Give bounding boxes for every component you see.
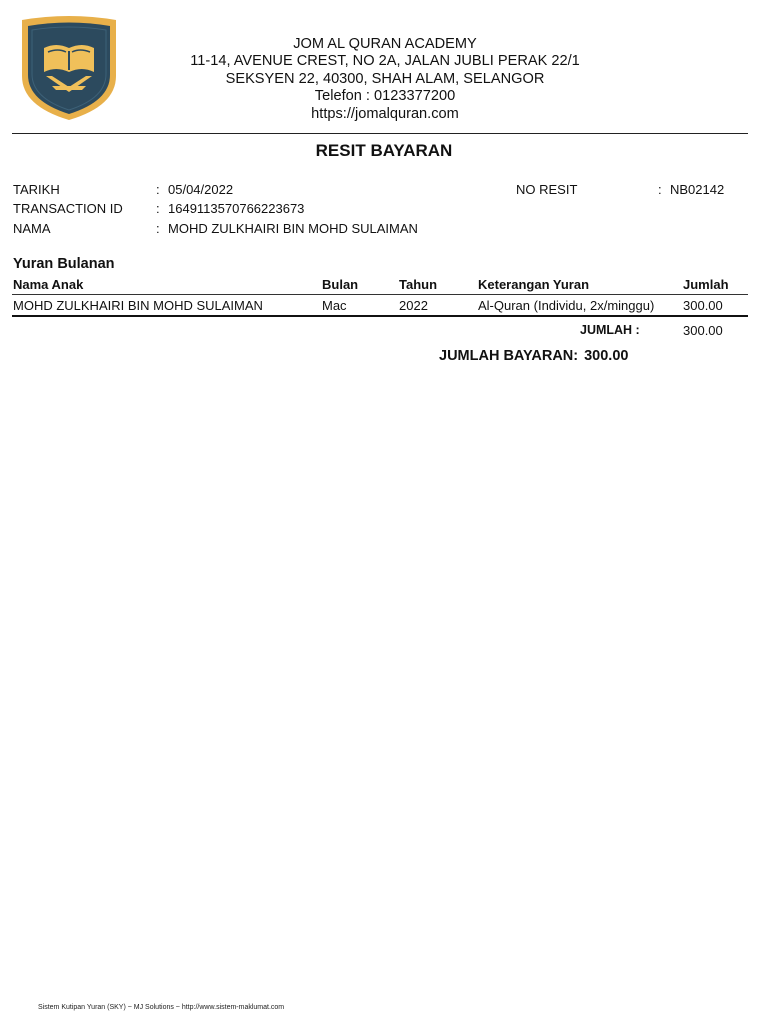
date-value: 05/04/2022 (168, 182, 234, 197)
header-divider (12, 133, 748, 134)
transaction-id-label: TRANSACTION ID (13, 201, 123, 216)
address-line-1: 11-14, AVENUE CREST, NO 2A, JALAN JUBLI PERAK 22/1 (190, 53, 580, 70)
receipt-title: RESIT BAYARAN (315, 141, 453, 160)
col-header-child-name: Nama Anak (13, 277, 84, 292)
receipt-no-colon: : (658, 182, 662, 197)
table-header-divider (12, 294, 748, 295)
cell-amount: 300.00 (683, 298, 723, 313)
name-label: NAMA (13, 221, 51, 236)
phone-line: Telefon : 0123377200 (314, 88, 456, 105)
col-header-year: Tahun (399, 277, 438, 292)
name-colon: : (156, 221, 160, 236)
cell-child-name: MOHD ZULKHAIRI BIN MOHD SULAIMAN (13, 298, 263, 313)
grand-total-value: 300.00 (584, 348, 629, 364)
transaction-id-colon: : (156, 201, 160, 216)
col-header-description: Keterangan Yuran (478, 277, 590, 292)
academy-logo-icon (16, 14, 122, 124)
grand-total-label: JUMLAH BAYARAN: (439, 348, 579, 364)
website-link[interactable]: https://jomalquran.com (311, 105, 459, 122)
organisation-header (120, 36, 650, 123)
date-label: TARIKH (13, 182, 60, 197)
address-line-2: SEKSYEN 22, 40300, SHAH ALAM, SELANGOR (225, 70, 545, 87)
name-value: MOHD ZULKHAIRI BIN MOHD SULAIMAN (168, 221, 418, 236)
receipt-no-value: NB02142 (670, 182, 725, 197)
table-row-divider (12, 315, 748, 317)
footer-credit: Sistem Kutipan Yuran (SKY) ~ MJ Solutions ~ http://www.sistem-maklumat.com (38, 1004, 285, 1011)
cell-month: Mac (322, 298, 347, 313)
col-header-month: Bulan (322, 277, 359, 292)
cell-year: 2022 (399, 298, 428, 313)
transaction-id-value: 1649113570766223673 (168, 201, 305, 216)
grand-total (439, 348, 628, 364)
org-name: JOM AL QURAN ACADEMY (293, 36, 477, 52)
total-label: JUMLAH : (580, 323, 640, 337)
receipt-no-label: NO RESIT (516, 182, 578, 197)
cell-description: Al-Quran (Individu, 2x/minggu) (478, 298, 655, 313)
fees-section-title: Yuran Bulanan (13, 256, 115, 272)
total-value: 300.00 (683, 323, 723, 338)
date-colon: : (156, 182, 160, 197)
col-header-amount: Jumlah (683, 277, 729, 292)
